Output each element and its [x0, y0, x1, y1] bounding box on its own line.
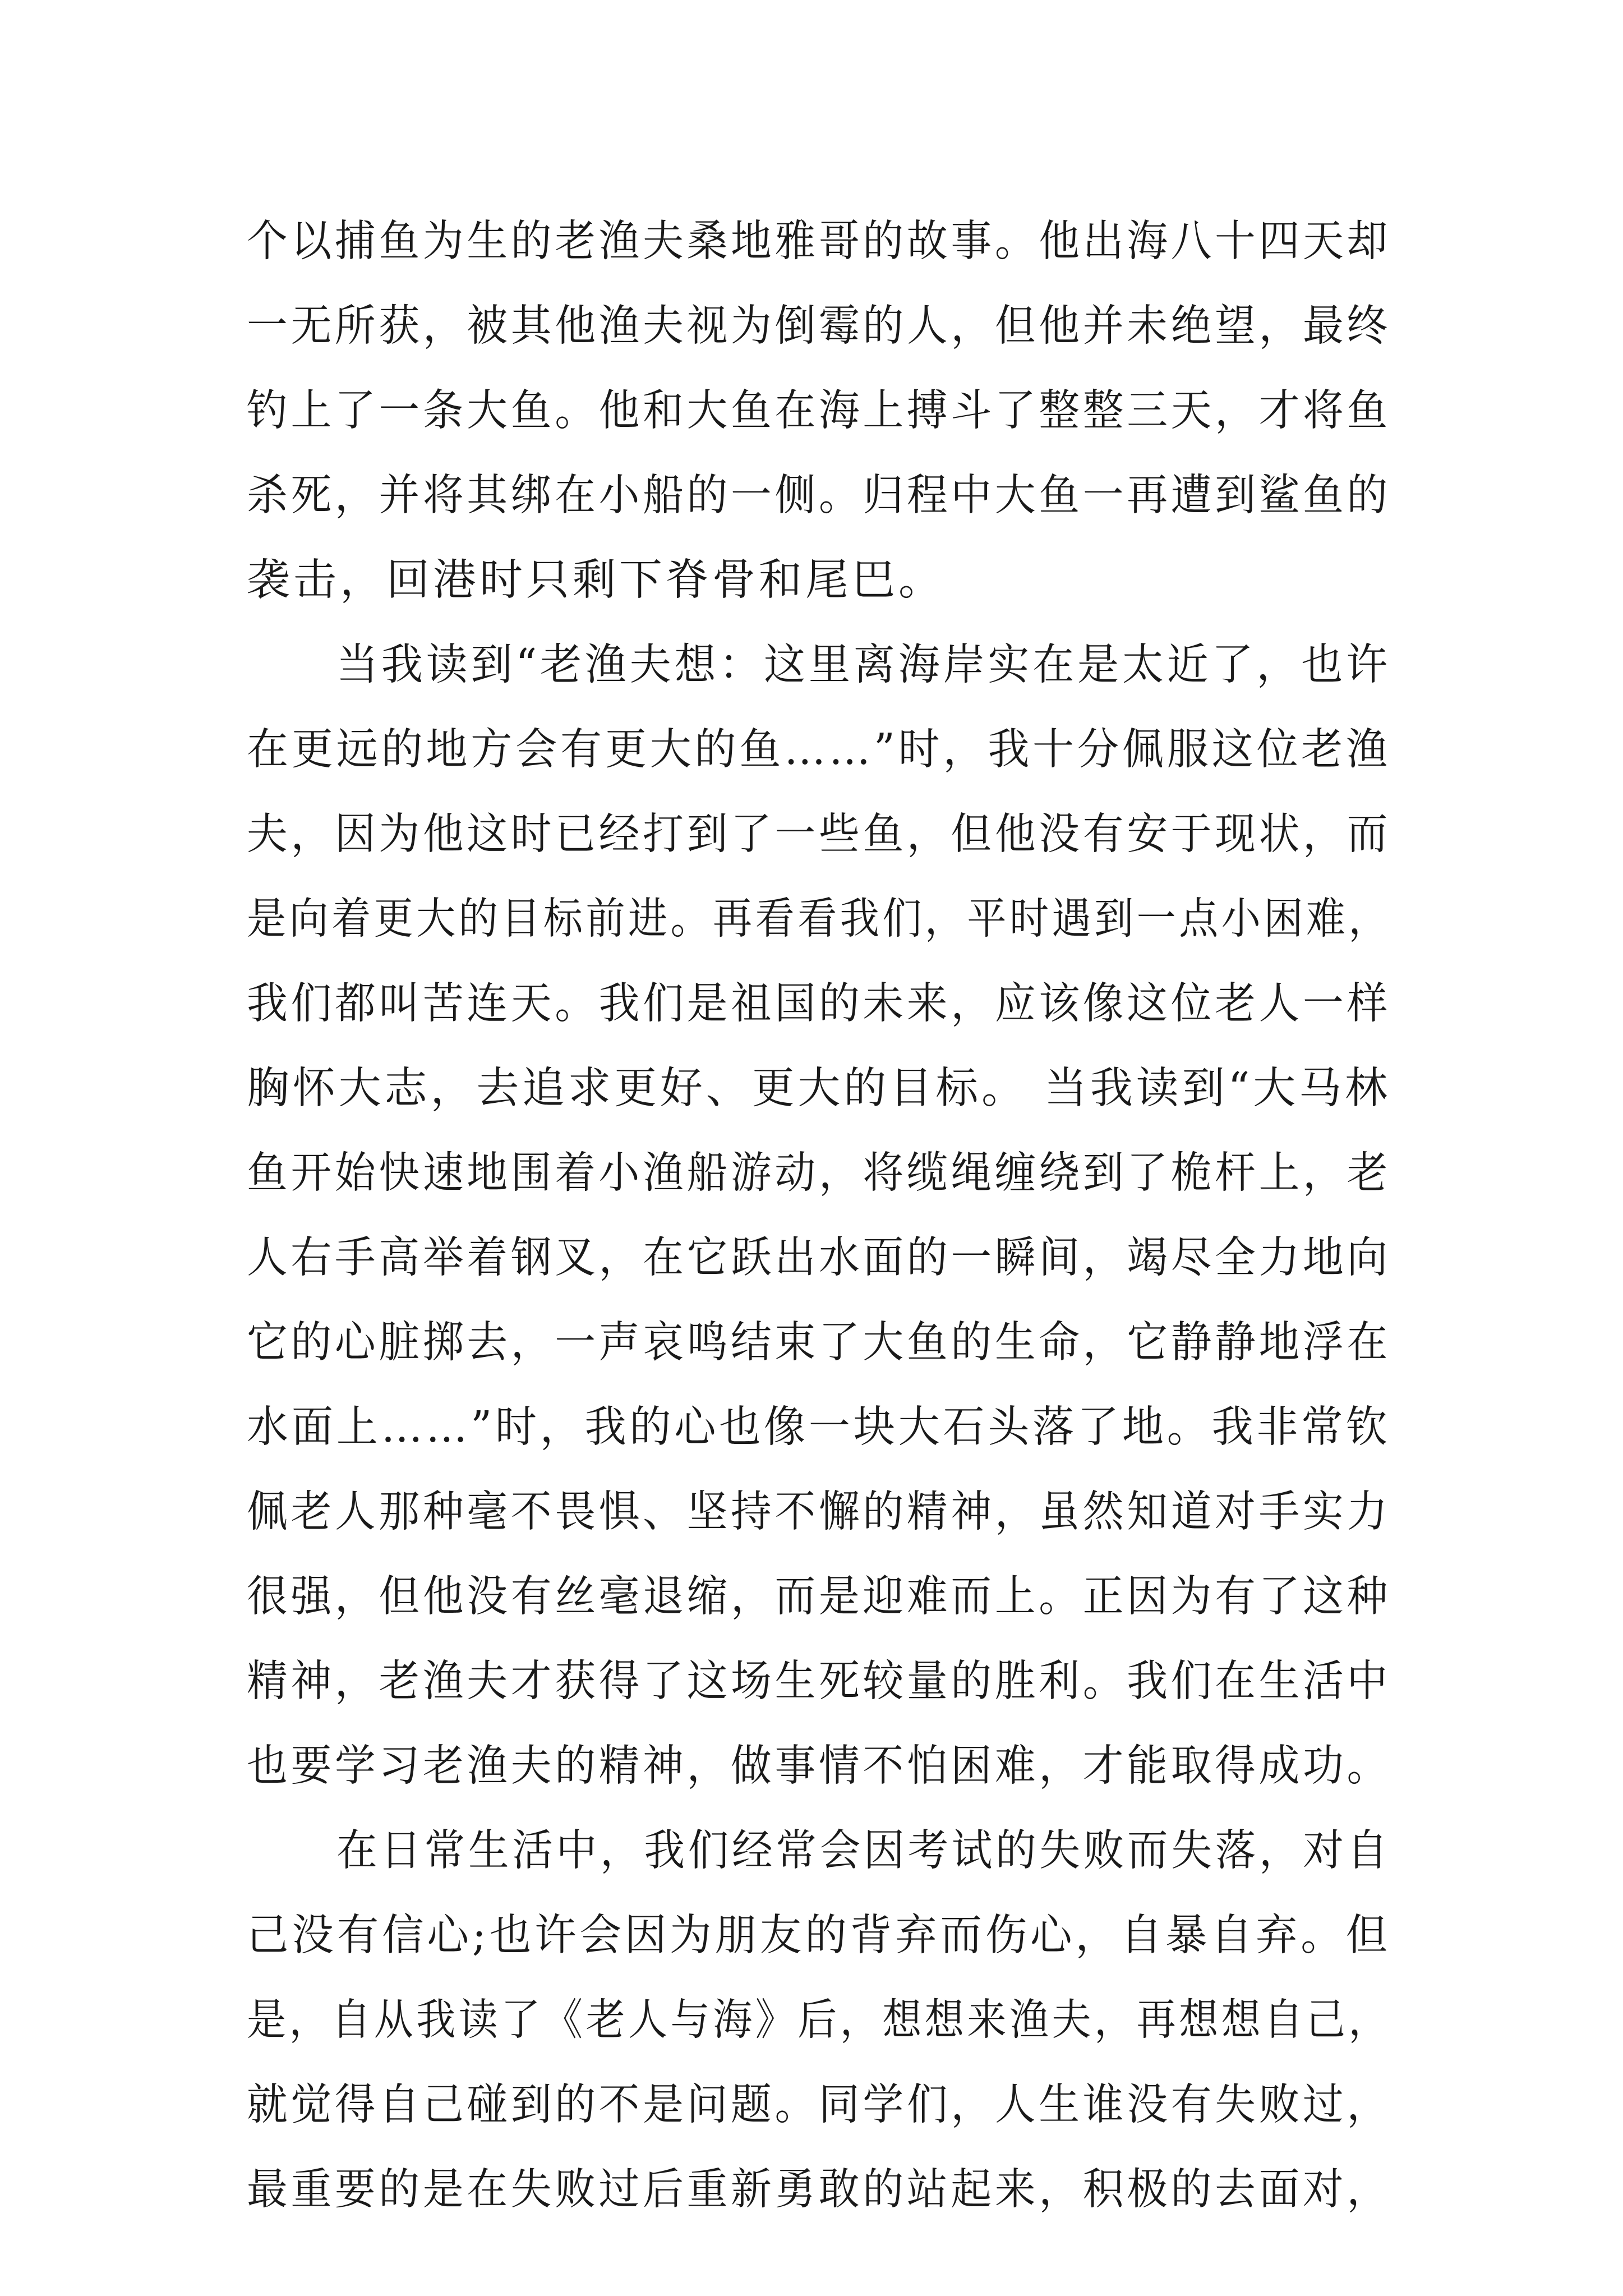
- text-line: 己没有信心;也许会因为朋友的背弃而伤心，自暴自弃。但: [247, 1911, 1391, 1961]
- text-line: 最重要的是在失败过后重新勇敢的站起来，积极的去面对，: [247, 2165, 1391, 2215]
- text-line: 钓上了一条大鱼。他和大鱼在海上搏斗了整整三天，才将鱼: [247, 386, 1391, 436]
- text-line: 精神，老渔夫才获得了这场生死较量的胜利。我们在生活中: [247, 1657, 1391, 1706]
- text-line: 人右手高举着钢叉，在它跃出水面的一瞬间，竭尽全力地向: [247, 1233, 1391, 1283]
- text-line: 佩老人那种毫不畏惧、坚持不懈的精神，虽然知道对手实力: [247, 1487, 1391, 1537]
- text-line: 就觉得自己碰到的不是问题。同学们，人生谁没有失败过，: [247, 2080, 1391, 2130]
- text-line: 鱼开始快速地围着小渔船游动，将缆绳缠绕到了桅杆上，老: [247, 1148, 1391, 1198]
- text-line: 杀死，并将其绑在小船的一侧。归程中大鱼一再遭到鲨鱼的: [247, 471, 1391, 521]
- text-line: 一无所获，被其他渔夫视为倒霉的人，但他并未绝望，最终: [247, 301, 1391, 351]
- body-text: [247, 199, 1391, 2232]
- text-line: 个以捕鱼为生的老渔夫桑地雅哥的故事。他出海八十四天却: [247, 217, 1391, 266]
- text-line: 袭击，回港时只剩下脊骨和尾巴。: [247, 555, 945, 605]
- text-line: 胸怀大志，去追求更好、更大的目标。 当我读到“大马林: [247, 1064, 1391, 1114]
- text-line: 在日常生活中，我们经常会因考试的失败而失落，对自: [336, 1826, 1391, 1876]
- text-line: 也要学习老渔夫的精神，做事情不怕困难，才能取得成功。: [247, 1741, 1391, 1791]
- text-line: 很强，但他没有丝毫退缩，而是迎难而上。正因为有了这种: [247, 1572, 1391, 1622]
- text-line: 在更远的地方会有更大的鱼……”时，我十分佩服这位老渔: [247, 725, 1391, 775]
- text-line: 是向着更大的目标前进。再看看我们，平时遇到一点小困难，: [247, 894, 1391, 944]
- text-line: 当我读到“老渔夫想：这里离海岸实在是太近了，也许: [336, 640, 1391, 690]
- text-line: 是，自从我读了《老人与海》后，想想来渔夫，再想想自己，: [247, 1995, 1391, 2045]
- text-line: 夫，因为他这时已经打到了一些鱼，但他没有安于现状，而: [247, 809, 1391, 859]
- text-line: 水面上……”时，我的心也像一块大石头落了地。我非常钦: [247, 1402, 1391, 1452]
- text-line: 我们都叫苦连天。我们是祖国的未来，应该像这位老人一样: [247, 979, 1391, 1029]
- text-line: 它的心脏掷去，一声哀鸣结束了大鱼的生命，它静静地浮在: [247, 1318, 1391, 1368]
